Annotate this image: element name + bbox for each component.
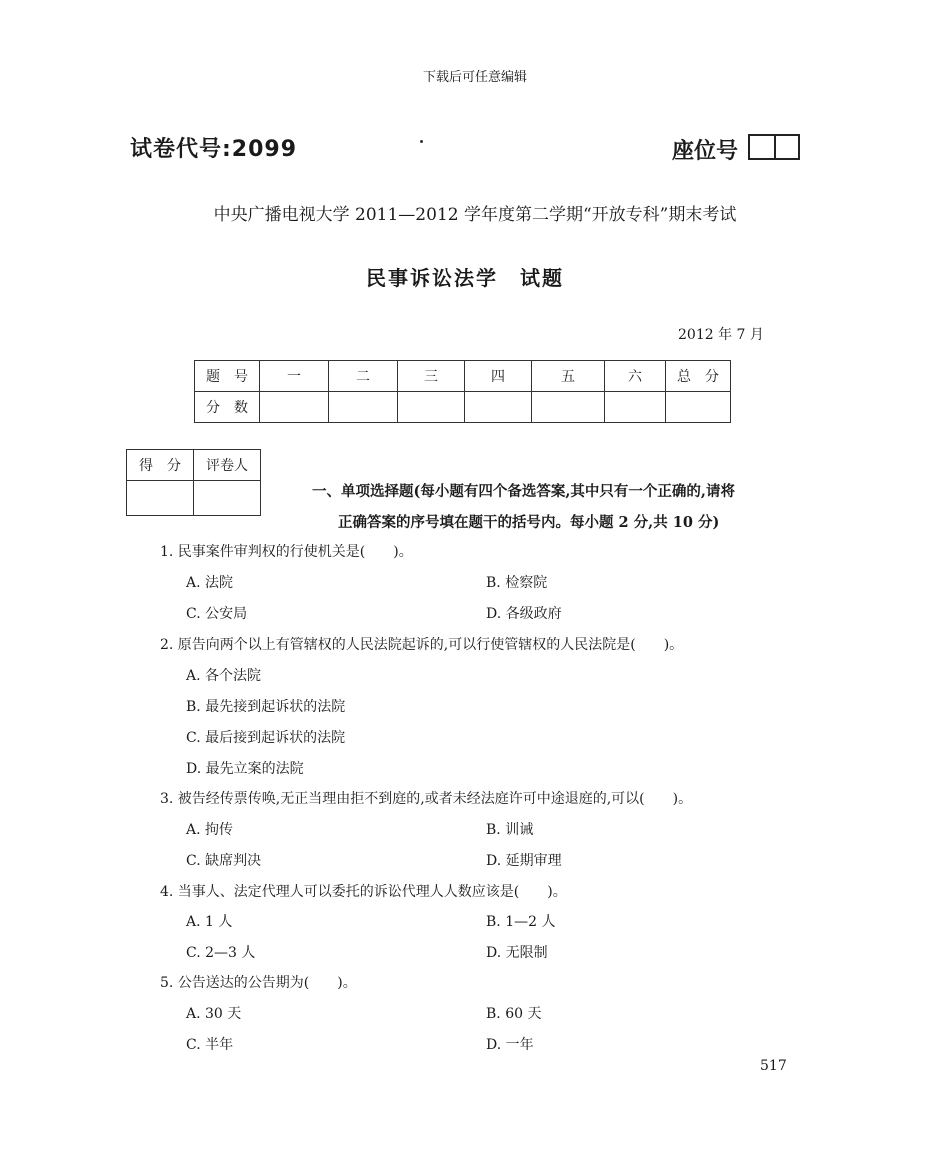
score-table-value-row (195, 392, 731, 423)
score-table-header-row (195, 361, 731, 392)
exam-title: 民事诉讼法学 试题 (366, 266, 564, 290)
score-cell (532, 392, 605, 423)
question-option: C. 缺席判决 (186, 853, 262, 869)
paper-code: 试卷代号:2099 (130, 137, 298, 162)
question-option: D. 各级政府 (486, 606, 562, 622)
speck (420, 140, 423, 143)
score-header-cell: 三 (398, 361, 465, 392)
question-option: A. 30 天 (186, 1006, 242, 1022)
score-table (194, 360, 731, 423)
question-stem: 3. 被告经传票传唤,无正当理由拒不到庭的,或者未经法庭许可中途退庭的,可以( )。 (160, 791, 693, 807)
page-number: 517 (760, 1058, 787, 1074)
question-option: B. 最先接到起诉状的法院 (186, 699, 346, 715)
question-option: C. 公安局 (186, 606, 248, 622)
question-stem: 5. 公告送达的公告期为( )。 (160, 975, 357, 991)
seat-number-boxes (748, 134, 800, 160)
section-instruction-line: 正确答案的序号填在题干的括号内。每小题 2 分,共 10 分) (338, 514, 720, 531)
score-header-cell: 六 (605, 361, 666, 392)
grader-score-cell (127, 481, 194, 516)
grader-name-label: 评卷人 (194, 450, 261, 481)
score-header-cell: 一 (260, 361, 329, 392)
question-stem: 4. 当事人、法定代理人可以委托的诉讼代理人人数应该是( )。 (160, 884, 567, 900)
question-option: B. 检察院 (486, 575, 548, 591)
question-option: D. 无限制 (486, 945, 548, 961)
question-option: A. 1 人 (186, 914, 233, 930)
section-instruction-line: 一、单项选择题(每小题有四个备选答案,其中只有一个正确的,请将 (312, 483, 735, 500)
question-option: D. 最先立案的法院 (186, 761, 304, 777)
question-option: B. 训诫 (486, 822, 534, 838)
question-option: A. 法院 (186, 575, 234, 591)
score-cell (605, 392, 666, 423)
question-stem: 1. 民事案件审判权的行使机关是( )。 (160, 544, 413, 560)
question-option: D. 延期审理 (486, 853, 562, 869)
grader-name-cell (194, 481, 261, 516)
score-header-cell: 总 分 (666, 361, 731, 392)
score-header-cell: 题 号 (195, 361, 260, 392)
grader-table (126, 449, 261, 516)
question-option: C. 2—3 人 (186, 945, 256, 961)
score-cell (398, 392, 465, 423)
question-stem: 2. 原告向两个以上有管辖权的人民法院起诉的,可以行使管辖权的人民法院是( )。 (160, 637, 684, 653)
score-header-cell: 五 (532, 361, 605, 392)
score-header-cell: 二 (329, 361, 398, 392)
score-cell (666, 392, 731, 423)
download-note: 下载后可任意编辑 (422, 70, 527, 85)
score-cell (465, 392, 532, 423)
section-instructions (312, 476, 735, 538)
score-row-label: 分 数 (195, 392, 260, 423)
grader-score-label: 得 分 (127, 450, 194, 481)
question-option: B. 1—2 人 (486, 914, 556, 930)
score-cell (260, 392, 329, 423)
question-option: C. 最后接到起诉状的法院 (186, 730, 346, 746)
question-option: A. 拘传 (186, 822, 234, 838)
question-option: D. 一年 (486, 1037, 534, 1053)
seat-label: 座位号 (672, 139, 739, 164)
exam-date: 2012 年 7 月 (678, 327, 764, 343)
score-header-cell: 四 (465, 361, 532, 392)
question-option: B. 60 天 (486, 1006, 542, 1022)
score-cell (329, 392, 398, 423)
question-option: C. 半年 (186, 1037, 234, 1053)
university-title: 中央广播电视大学 2011—2012 学年度第二学期“开放专科”期末考试 (213, 205, 737, 225)
question-option: A. 各个法院 (186, 668, 262, 684)
